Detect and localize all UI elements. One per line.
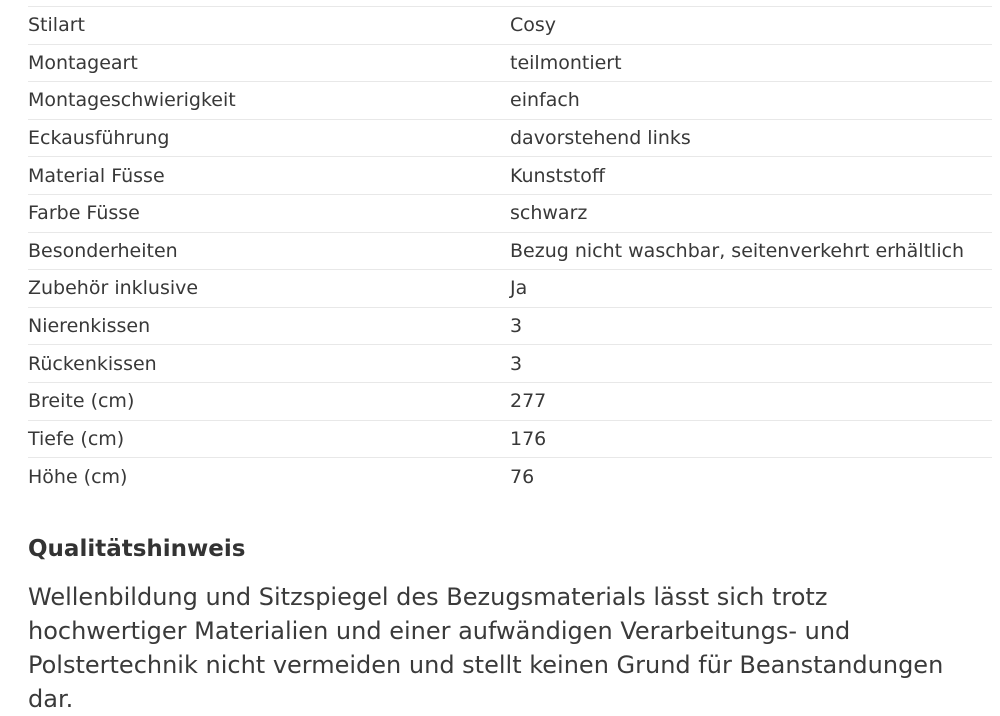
spec-row [28,7,992,45]
spec-row [28,458,992,496]
spec-row [28,345,992,383]
spec-row [28,45,992,83]
spec-row [28,82,992,120]
spec-label: Eckausführung [28,127,170,150]
spec-label: Höhe (cm) [28,465,128,488]
spec-label: Farbe Füsse [28,202,140,225]
spec-label: Rückenkissen [28,352,157,375]
spec-row [28,157,992,195]
spec-value: 176 [510,427,547,450]
spec-row [28,233,992,271]
spec-row [28,270,992,308]
spec-value: Cosy [510,14,557,37]
spec-row [28,195,992,233]
spec-value: einfach [510,89,580,112]
spec-value: schwarz [510,202,588,225]
spec-value: 3 [510,315,523,338]
spec-label: Breite (cm) [28,390,135,413]
quality-notice-text: Wellenbildung und Sitzspiegel des Bezugsmaterials lässt sich trotz hochwertiger Materialien und einer aufwändigen Verarbeitungs- und Polstertechnik nicht vermeiden und stellt keinen Grund für Beanstandungen dar. [28,583,944,713]
product-specs-table [28,6,992,496]
spec-value: 3 [510,352,523,375]
quality-notice-title: Qualitätshinweis [28,536,246,562]
spec-value: 277 [510,390,547,413]
spec-label: Nierenkissen [28,315,151,338]
spec-value: Ja [510,277,528,300]
spec-row [28,308,992,346]
spec-label: Tiefe (cm) [28,427,125,450]
spec-label: Montageart [28,51,138,74]
spec-label: Material Füsse [28,164,165,187]
spec-value: Kunststoff [510,164,606,187]
spec-label: Besonderheiten [28,239,178,262]
spec-row [28,120,992,158]
spec-value: Bezug nicht waschbar, seitenverkehrt erhältlich [510,239,965,262]
spec-value: davorstehend links [510,127,691,150]
spec-row [28,421,992,459]
spec-label: Zubehör inklusive [28,277,199,300]
spec-row [28,383,992,421]
spec-value: 76 [510,465,535,488]
spec-label: Montageschwierigkeit [28,89,236,112]
spec-value: teilmontiert [510,51,622,74]
spec-label: Stilart [28,14,85,37]
